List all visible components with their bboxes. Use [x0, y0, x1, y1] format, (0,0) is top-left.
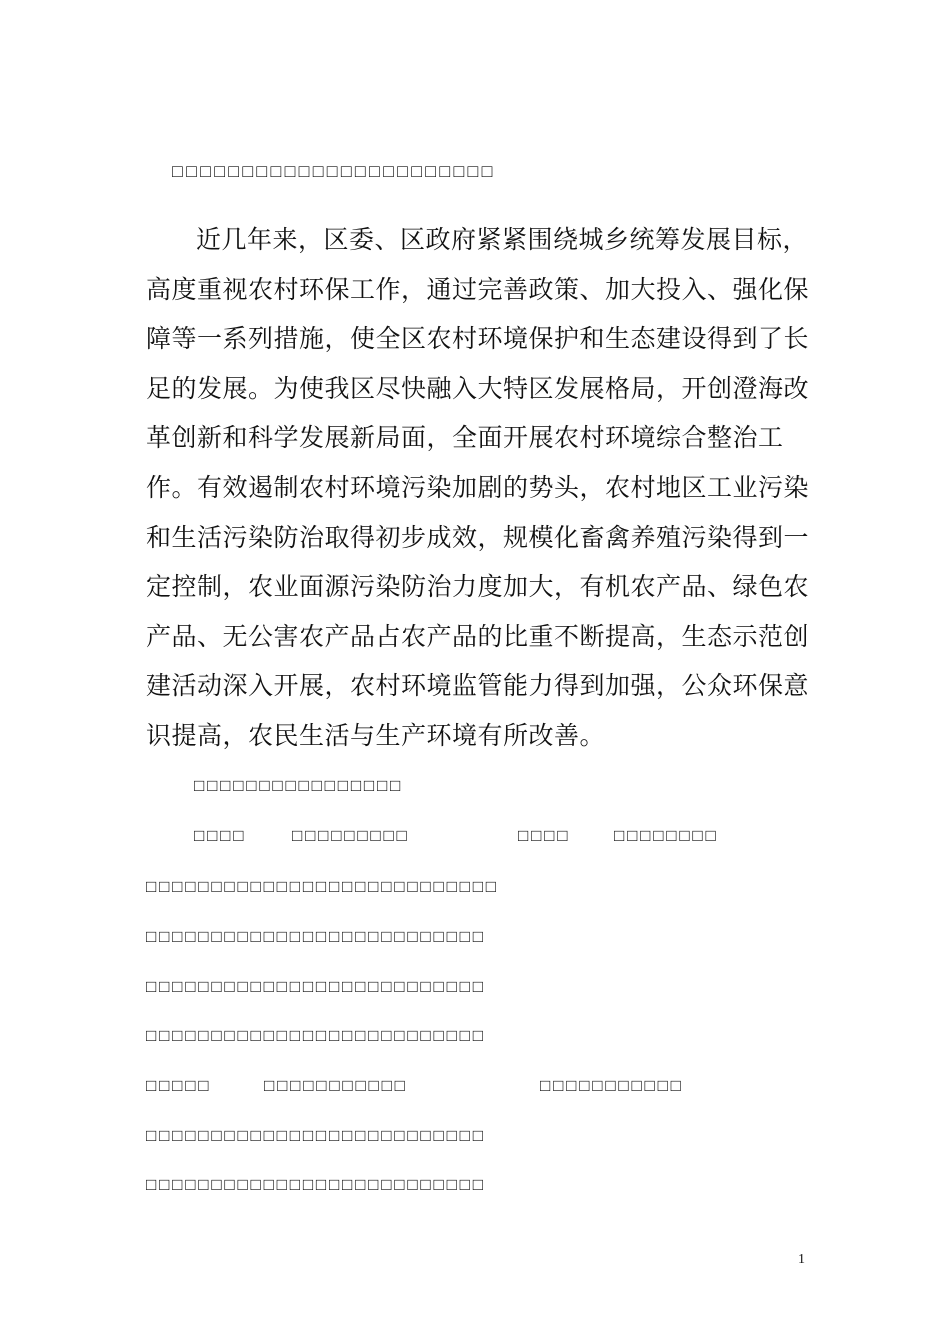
- paragraph-line: 高度重视农村环保工作，通过完善政策、加大投入、强化保: [146, 274, 810, 304]
- document-heading: □□□□□□□□□□□□□□□□□□□□□□□: [172, 161, 496, 181]
- paragraph-line: 建活动深入开展，农村环境监管能力得到加强，公众环保意: [146, 671, 810, 701]
- row-cell: □□□□□□□□□□□: [264, 1076, 408, 1095]
- text-line: □□□□□□□□□□□□□□□□□□□□□□□□□□: [146, 977, 486, 996]
- paragraph-line: 足的发展。为使我区尽快融入大特区发展格局，开创澄海改: [146, 373, 810, 403]
- text-line: □□□□□□□□□□□□□□□□□□□□□□□□□□: [146, 927, 486, 946]
- row-cell: □□□□□□□□□□□: [540, 1076, 684, 1095]
- row-cell: □□□□□: [146, 1076, 212, 1095]
- paragraph-line: 障等一系列措施，使全区农村环境保护和生态建设得到了长: [146, 324, 810, 354]
- text-line: □□□□□□□□□□□□□□□□□□□□□□□□□□□: [146, 877, 499, 896]
- row-cell: □□□□: [518, 826, 571, 845]
- section-subheading: □□□□□□□□□□□□□□□□: [194, 776, 404, 795]
- paragraph-line: 近几年来，区委、区政府紧紧围绕城乡统筹发展目标，: [196, 225, 809, 254]
- row-cell: □□□□: [194, 826, 247, 845]
- table-row: [0, 1076, 950, 1100]
- paragraph-line: 产品、无公害农产品占农产品的比重不断提高，生态示范创: [146, 621, 810, 651]
- table-row: [0, 826, 950, 850]
- text-line: □□□□□□□□□□□□□□□□□□□□□□□□□□: [146, 1126, 486, 1145]
- row-cell: □□□□□□□□□: [292, 826, 410, 845]
- text-line: □□□□□□□□□□□□□□□□□□□□□□□□□□: [146, 1026, 486, 1045]
- paragraph-line: 识提高，农民生活与生产环境有所改善。: [146, 720, 606, 750]
- text-line: □□□□□□□□□□□□□□□□□□□□□□□□□□: [146, 1175, 486, 1194]
- paragraph-line: 定控制，农业面源污染防治力度加大，有机农产品、绿色农: [146, 572, 810, 602]
- row-cell: □□□□□□□□: [614, 826, 719, 845]
- paragraph-line: 和生活污染防治取得初步成效，规模化畜禽养殖污染得到一: [146, 522, 810, 552]
- page-number: 1: [798, 1252, 805, 1267]
- paragraph-line: 革创新和科学发展新局面，全面开展农村环境综合整治工: [146, 423, 784, 453]
- paragraph-line: 作。有效遏制农村环境污染加剧的势头，农村地区工业污染: [146, 472, 810, 502]
- body-paragraph: [146, 215, 814, 761]
